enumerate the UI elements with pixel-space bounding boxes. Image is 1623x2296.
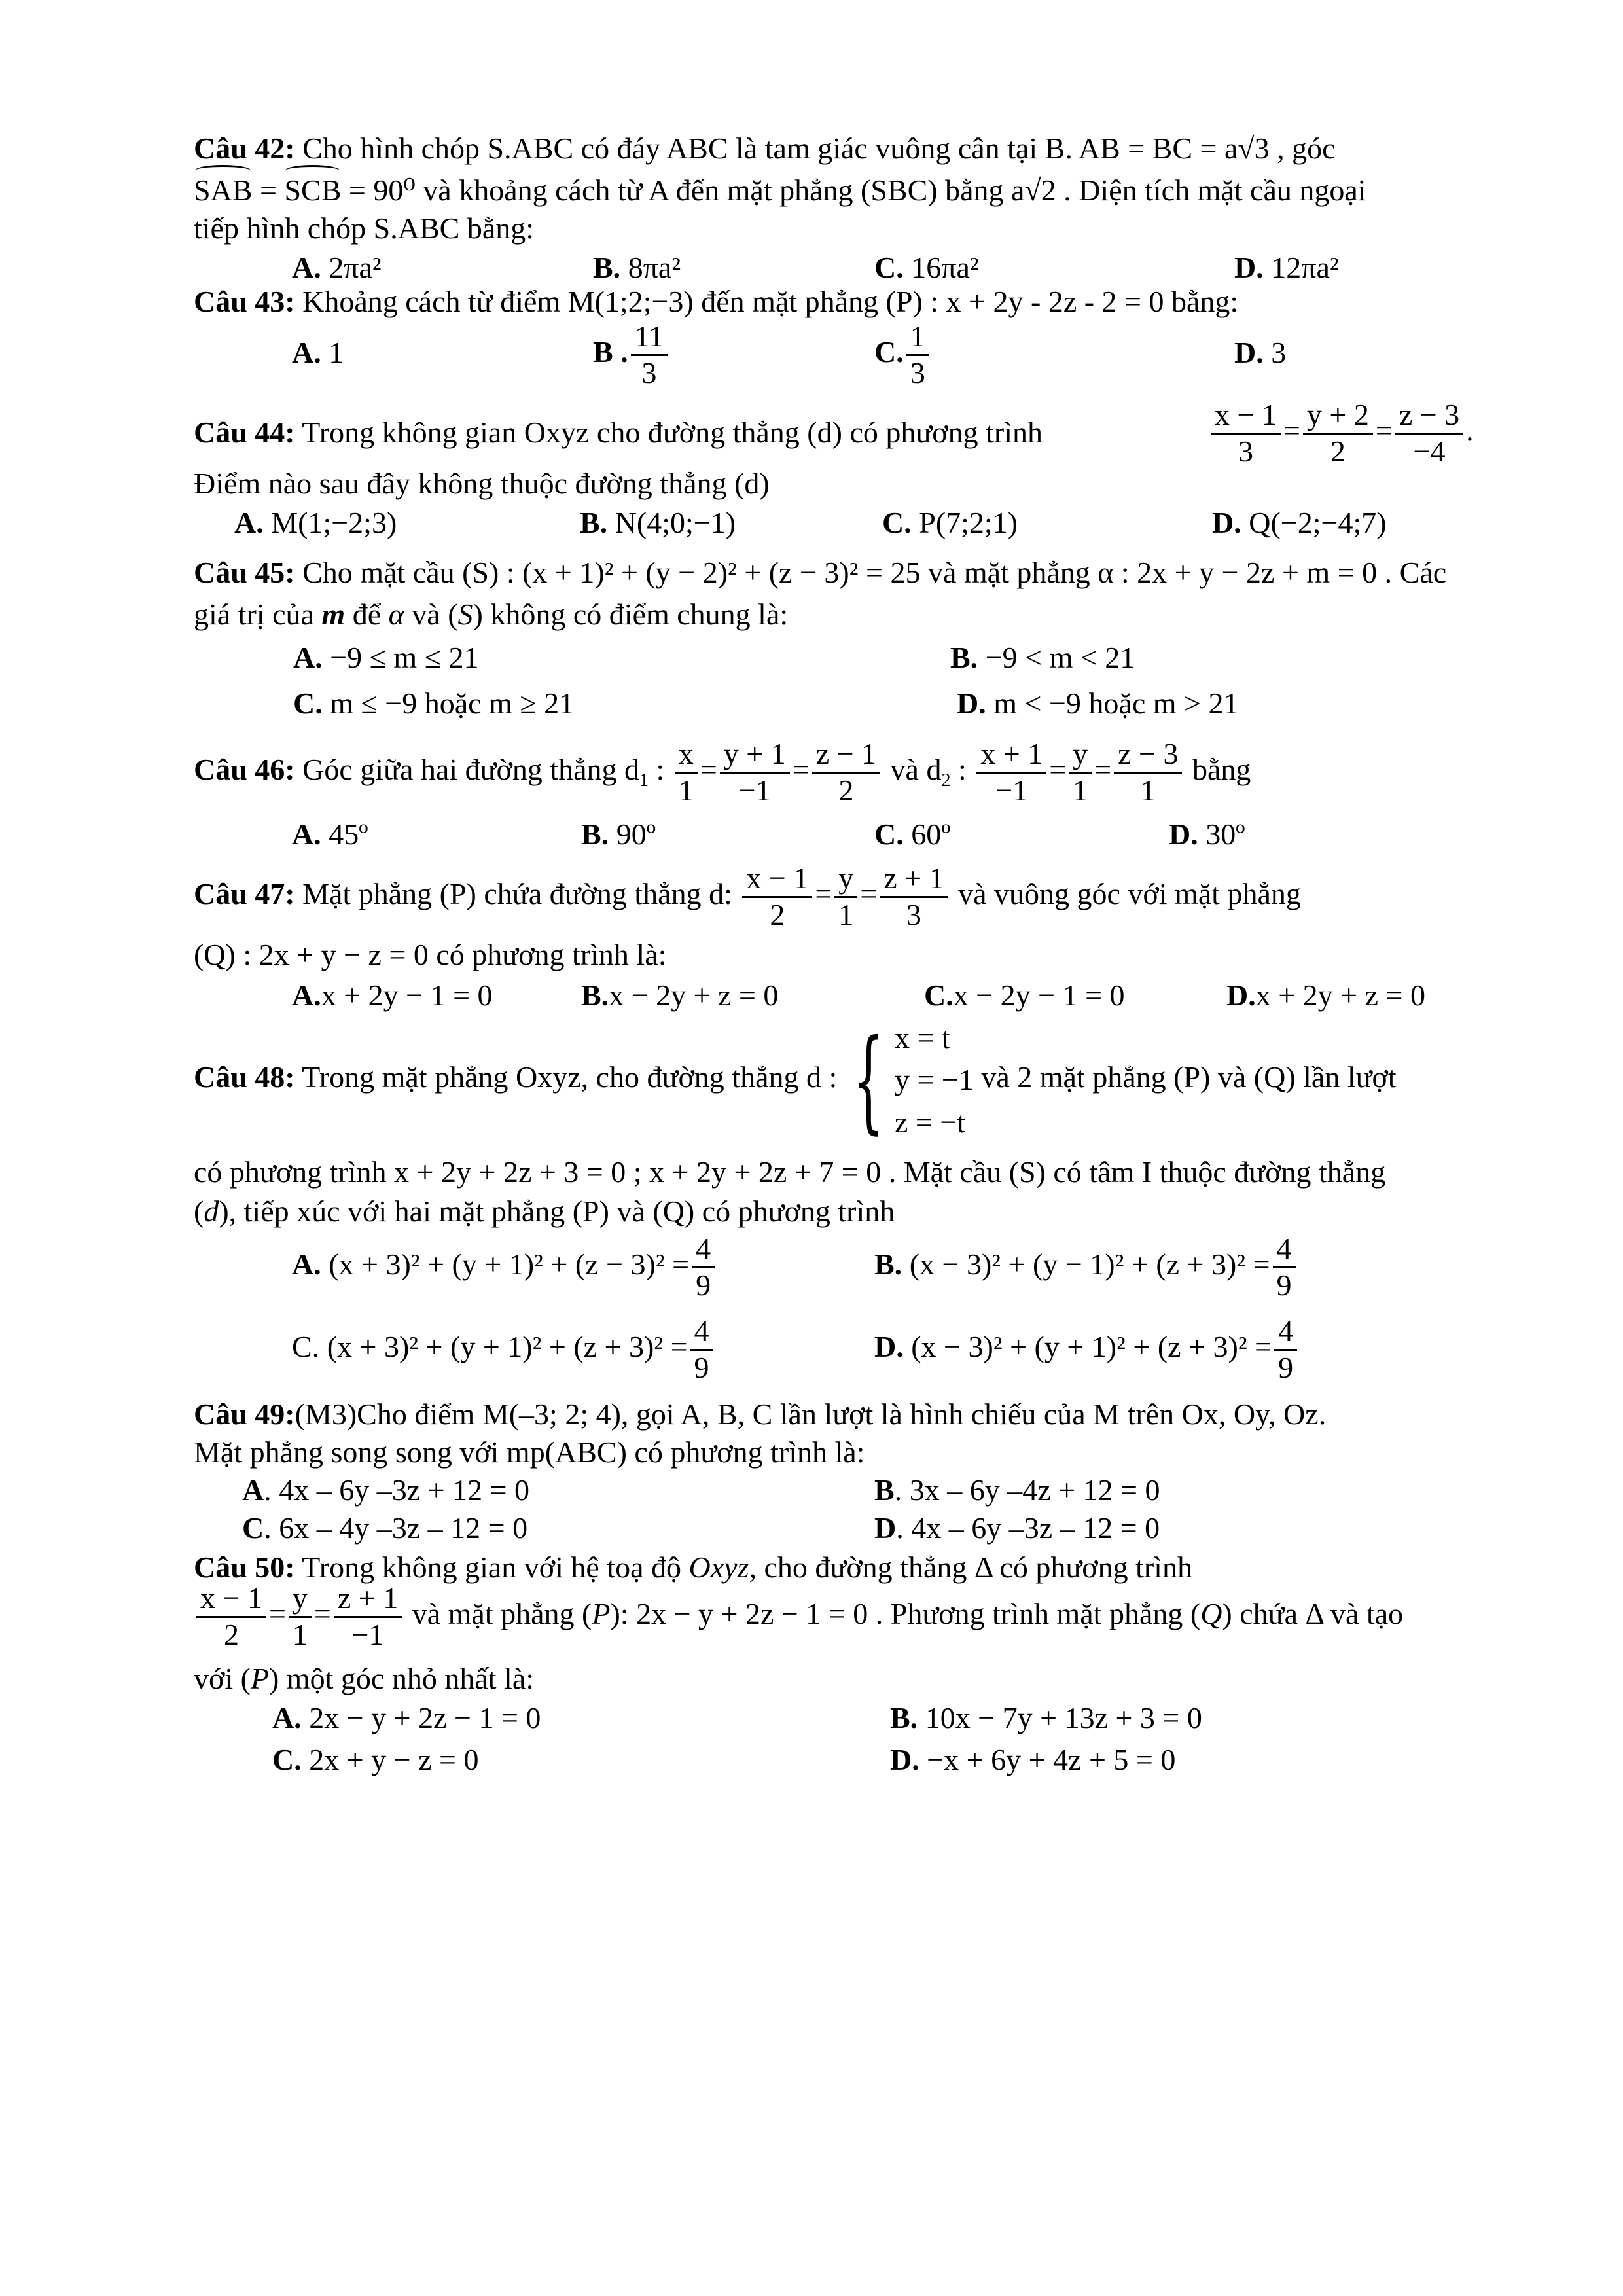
q46-colon1: :: [649, 752, 665, 786]
q43-option-a[interactable]: [292, 334, 344, 372]
q44-line2: Điểm nào sau đây không thuộc đường thẳng (d): [194, 467, 770, 500]
q50-text1a: Trong không gian với hệ toạ độ: [302, 1551, 689, 1584]
q46-option-b-text: 90º: [616, 817, 656, 851]
q50-option-b-key: B.: [890, 1701, 918, 1734]
q48-option-b-num: 4: [1273, 1232, 1296, 1268]
q47-eq1: =: [815, 876, 832, 910]
q50-fy: [289, 1581, 312, 1653]
q46-a-n2: y + 1: [720, 737, 790, 774]
q46-d1-fx: [675, 737, 698, 808]
q42-text2: = 90⁰ và khoảng cách từ A đến mặt phẳng (SBC) bằng a√2 . Diện tích mặt cầu ngoại: [348, 173, 1366, 207]
q47-d3: 3: [906, 897, 921, 931]
q42-option-a[interactable]: [292, 249, 382, 287]
q47-d1: 2: [770, 897, 785, 931]
q50-line3: [194, 1660, 534, 1698]
q43-option-c-num: 1: [906, 319, 929, 356]
q48-option-d[interactable]: [874, 1314, 1300, 1386]
q46-d2-fy: [1069, 737, 1092, 808]
q47-option-a-text: x + 2y − 1 = 0: [321, 978, 493, 1012]
q48-option-a-key: A.: [292, 1247, 321, 1281]
q43-option-b[interactable]: [593, 319, 670, 391]
q46-text1: Góc giữa hai đường thẳng d: [302, 752, 640, 786]
q50-eq2: =: [313, 1596, 331, 1630]
q48-sys-x: x = t: [894, 1021, 950, 1054]
q48-line1: [194, 1017, 1397, 1143]
q44-option-c-text: P(7;2;1): [919, 506, 1018, 539]
q44-option-a-text: M(1;−2;3): [271, 506, 397, 539]
q42-option-b[interactable]: [593, 249, 681, 287]
q48-option-d-text: (x − 3)² + (y + 1)² + (z + 3)² =: [911, 1329, 1272, 1363]
q46-eq1: =: [700, 752, 717, 786]
q48-option-a-fraction: [692, 1232, 715, 1303]
q46-option-a-text: 45º: [329, 817, 368, 851]
q48-text3b: ), tiếp xúc với hai mặt phẳng (P) và (Q) có phương trình: [219, 1194, 895, 1228]
q43-option-b-num: 11: [631, 319, 668, 356]
q42-label: Câu 42:: [194, 132, 295, 165]
q47-option-c-key: C.: [924, 978, 954, 1012]
q50-d3: −1: [351, 1617, 384, 1651]
q44-eq1: =: [1283, 413, 1300, 447]
q48-option-a-den: 9: [696, 1268, 711, 1302]
q49-line2: Mặt phẳng song song với mp(ABC) có phương trình là:: [194, 1435, 865, 1469]
q50-q: Q: [1200, 1596, 1222, 1630]
q43-option-b-den: 3: [641, 355, 657, 389]
q50-option-c[interactable]: [272, 1741, 478, 1779]
q50-option-c-key: C.: [272, 1743, 302, 1776]
q48-system-rows: [895, 1017, 974, 1143]
q50-oxyz: Oxyz: [688, 1551, 749, 1584]
q50-option-a[interactable]: [272, 1699, 541, 1737]
q44-option-a[interactable]: [234, 504, 397, 542]
q46-option-a-key: A.: [292, 817, 321, 851]
q44-option-d-key: D.: [1212, 506, 1241, 539]
q49-text: (M3)Cho điểm M(–3; 2; 4), gọi A, B, C lần lượt là hình chiếu của M trên Ox, Oy, Oz.: [294, 1397, 1327, 1431]
q49-label: Câu 49:: [194, 1397, 295, 1431]
q50-line1: [194, 1549, 1192, 1587]
q47-text2: và vuông góc với mặt phẳng: [958, 876, 1301, 910]
q46-d2-fx: [976, 737, 1046, 808]
q48-option-a-text: (x + 3)² + (y + 1)² + (z − 3)² =: [329, 1247, 690, 1281]
q50-option-b[interactable]: [890, 1699, 1202, 1737]
q44-f2-den: 2: [1330, 434, 1346, 468]
q46-a-d3: 2: [838, 773, 854, 807]
q43-option-c-key: C.: [874, 334, 904, 368]
q44-f1-num: x − 1: [1211, 398, 1281, 435]
q46-option-c-text: 60º: [911, 817, 951, 851]
q49-option-c[interactable]: [242, 1509, 527, 1547]
q48-option-c-den: 9: [694, 1350, 709, 1384]
q47-line2: (Q) : 2x + y − z = 0 có phương trình là:: [194, 938, 667, 971]
q46-option-d[interactable]: [1169, 816, 1245, 853]
q48-option-b-key: B.: [874, 1247, 902, 1281]
q46-sub1: 1: [639, 770, 649, 791]
q45-text: Cho mặt cầu (S) : (x + 1)² + (y − 2)² + (z − 3)² = 25 và mặt phẳng α : 2x + y − 2z + m = 0 . Các: [302, 556, 1447, 589]
q43-option-d-text: 3: [1271, 336, 1287, 369]
q46-option-a[interactable]: [292, 816, 368, 853]
q47-text1: Mặt phẳng (P) chứa đường thẳng d:: [302, 876, 732, 910]
q43-label: Câu 43:: [194, 285, 295, 318]
q44-fraction-z: [1395, 398, 1463, 469]
q44-label: Câu 44:: [194, 416, 295, 449]
q49-option-a-key: A: [242, 1473, 264, 1507]
q47-fx: [742, 861, 812, 933]
q46-eq4: =: [1094, 752, 1112, 786]
q46-option-d-text: 30º: [1205, 817, 1245, 851]
q42-line2: [194, 171, 1366, 209]
q42-line1: [194, 130, 1336, 168]
q49-option-a[interactable]: [242, 1471, 529, 1509]
q50-option-d[interactable]: [890, 1741, 1175, 1779]
q43-option-a-text: 1: [329, 336, 344, 369]
q44-f3-num: z − 3: [1395, 398, 1463, 435]
q47-option-b-key: B.: [581, 978, 609, 1012]
q45-text2c: và (: [404, 598, 458, 631]
q45-option-b[interactable]: [950, 639, 1135, 677]
q44-f2-num: y + 2: [1303, 398, 1373, 435]
q43-option-b-fraction: [631, 319, 668, 391]
q50-option-b-text: 10x − 7y + 13z + 3 = 0: [925, 1701, 1202, 1734]
q45-option-d[interactable]: [957, 685, 1238, 723]
q48-option-b[interactable]: [874, 1232, 1298, 1303]
q47-label: Câu 47:: [194, 876, 295, 910]
q44-f1-den: 3: [1238, 434, 1253, 468]
q47-option-a[interactable]: [292, 977, 493, 1014]
q42-option-d-key: D.: [1234, 251, 1264, 284]
q43-option-c-den: 3: [910, 355, 925, 389]
q46-b-n1: x + 1: [976, 737, 1046, 774]
q44-option-a-key: A.: [234, 506, 264, 539]
q50-text2b: ): 2x − y + 2z − 1 = 0 . Phương trình mặt phẳng (: [610, 1596, 1201, 1630]
q44-option-b-text: N(4;0;−1): [615, 506, 736, 539]
q47-option-c[interactable]: [924, 977, 1125, 1014]
q42-angle-scb: SCB: [284, 171, 341, 209]
q45-m: m: [321, 598, 346, 631]
q50-text3a: với (: [194, 1662, 251, 1695]
q46-d1-fy: [720, 737, 790, 808]
q43-option-d-key: D.: [1234, 336, 1264, 369]
q50-fz: [334, 1581, 402, 1653]
q46-eq2: =: [792, 752, 810, 786]
q43-text: Khoảng cách từ điểm M(1;2;−3) đến mặt phẳng (P) : x + 2y - 2z - 2 = 0 bằng:: [302, 285, 1239, 318]
q48-option-a[interactable]: [292, 1232, 717, 1303]
q43-option-b-key: B .: [593, 334, 628, 368]
q48-option-b-text: (x − 3)² + (y − 1)² + (z + 3)² =: [909, 1247, 1270, 1281]
q46-a-n3: z − 1: [812, 737, 880, 774]
q46-option-c-key: C.: [874, 817, 904, 851]
q46-b-d3: 1: [1140, 773, 1156, 807]
q50-text1b: , cho đường thẳng Δ có phương trình: [749, 1551, 1192, 1584]
q46-end: bằng: [1192, 752, 1251, 786]
q44-option-c-key: C.: [882, 506, 912, 539]
q48-line-system: [845, 1017, 974, 1143]
q44-dot: .: [1466, 413, 1474, 447]
q49-option-d-text: . 4x – 6y –3z – 12 = 0: [896, 1511, 1160, 1545]
q45-option-b-key: B.: [950, 641, 978, 674]
q45-option-c-key: C.: [293, 687, 323, 720]
q46-and: và d: [890, 752, 942, 786]
q42-option-d[interactable]: [1234, 249, 1339, 287]
q45-text2b: để: [345, 598, 389, 631]
q46-sub2: 2: [941, 770, 951, 791]
q50-n2: y: [289, 1581, 312, 1618]
q42-option-b-text: 8πa²: [628, 251, 681, 284]
q47-option-b-text: x − 2y + z = 0: [609, 978, 779, 1012]
q48-text2: và 2 mặt phẳng (P) và (Q) lần lượt: [981, 1060, 1397, 1094]
q48-text3a: (: [194, 1194, 204, 1228]
q50-d2: 1: [292, 1617, 308, 1651]
q44-fraction-y: [1303, 398, 1373, 469]
q45-alpha: α: [388, 598, 404, 631]
q48-option-c-text: (x + 3)² + (y + 1)² + (z + 3)² =: [327, 1329, 688, 1363]
q46-option-d-key: D.: [1169, 817, 1198, 851]
q49-line1: [194, 1395, 1326, 1433]
q49-option-a-text: . 4x – 6y –3z + 12 = 0: [264, 1473, 530, 1507]
q42-option-b-key: B.: [593, 251, 621, 284]
q48-option-c-key: C.: [292, 1329, 320, 1363]
q45-option-a[interactable]: [293, 639, 478, 677]
q47-option-c-text: x − 2y − 1 = 0: [953, 978, 1125, 1012]
q44-option-c[interactable]: [882, 504, 1018, 542]
q47-n3: z + 1: [880, 861, 948, 898]
q50-fx: [196, 1581, 266, 1653]
q43-line1: [194, 283, 1238, 321]
q45-text2a: giá trị của: [194, 598, 322, 631]
q48-sys-z: z = −t: [894, 1105, 966, 1139]
q47-fz: [880, 861, 948, 933]
q45-option-a-key: A.: [293, 641, 323, 674]
q46-label: Câu 46:: [194, 752, 295, 786]
q42-eq: =: [259, 173, 277, 207]
q48-option-d-num: 4: [1274, 1314, 1297, 1351]
q46-a-n1: x: [675, 737, 698, 774]
q48-line2: có phương trình x + 2y + 2z + 3 = 0 ; x + 2y + 2z + 7 = 0 . Mặt cầu (S) có tâm I thuộc đường thẳng: [194, 1155, 1386, 1189]
q48-option-d-den: 9: [1278, 1350, 1294, 1384]
q46-option-c[interactable]: [874, 816, 951, 853]
q46-d2-fz: [1114, 737, 1182, 808]
q45-option-d-text: m < −9 hoặc m > 21: [993, 687, 1239, 720]
q45-line1: [194, 554, 1446, 592]
q42-text: Cho hình chóp S.ABC có đáy ABC là tam giác vuông cân tại B. AB = BC = a√3 , góc: [302, 132, 1336, 165]
q49-option-d-key: D: [874, 1511, 897, 1545]
q44-f3-den: −4: [1413, 434, 1446, 468]
q44-option-d[interactable]: [1212, 504, 1387, 542]
q48-option-b-fraction: [1273, 1232, 1296, 1303]
q47-n1: x − 1: [742, 861, 812, 898]
q46-a-d2: −1: [738, 773, 771, 807]
q48-option-c-fraction: [690, 1314, 713, 1386]
q47-n2: y: [834, 861, 857, 898]
q48-text1: Trong mặt phẳng Oxyz, cho đường thẳng d :: [302, 1060, 838, 1094]
q44-option-b[interactable]: [580, 504, 736, 542]
q42-option-a-text: 2πa²: [329, 251, 382, 284]
q44-line1: [194, 414, 1043, 452]
q42-option-c-key: C.: [874, 251, 904, 284]
q48-option-c-num: 4: [690, 1314, 713, 1351]
q47-option-d[interactable]: [1226, 977, 1425, 1014]
q48-line3: [194, 1193, 895, 1230]
q49-option-b-text: . 3x – 6y –4z + 12 = 0: [894, 1473, 1160, 1507]
q45-option-a-text: −9 ≤ m ≤ 21: [330, 641, 479, 674]
q50-p: P: [592, 1596, 611, 1630]
q44-option-b-key: B.: [580, 506, 608, 539]
q50-text3b: ) một góc nhỏ nhất là:: [269, 1662, 535, 1695]
q42-option-d-text: 12πa²: [1271, 251, 1339, 284]
q42-option-a-key: A.: [292, 251, 321, 284]
q45-label: Câu 45:: [194, 556, 295, 589]
q50-d1: 2: [223, 1617, 239, 1651]
q45-option-b-text: −9 < m < 21: [985, 641, 1135, 674]
q50-p2: P: [250, 1662, 270, 1695]
q46-line1: [194, 737, 1251, 808]
q48-brace: {: [852, 1015, 885, 1145]
q49-option-c-key: C: [242, 1511, 264, 1545]
q43-option-c[interactable]: [874, 319, 932, 391]
q44-text: Trong không gian Oxyz cho đường thẳng (d) có phương trình: [302, 416, 1043, 449]
q47-option-a-key: A.: [292, 978, 321, 1012]
q50-eq1: =: [268, 1596, 286, 1630]
q46-b-d1: −1: [995, 773, 1028, 807]
q49-option-d[interactable]: [874, 1509, 1160, 1547]
q49-option-b-key: B: [874, 1473, 895, 1507]
q50-option-a-text: 2x − y + 2z − 1 = 0: [309, 1701, 541, 1734]
q45-option-d-key: D.: [957, 687, 986, 720]
q42-line3: tiếp hình chóp S.ABC bằng:: [194, 211, 535, 245]
q47-option-b[interactable]: [581, 977, 778, 1014]
q50-n3: z + 1: [334, 1581, 402, 1618]
q43-option-d[interactable]: [1234, 334, 1286, 372]
q47-option-d-text: x + 2y + z = 0: [1255, 978, 1425, 1012]
q50-text2c: ) chứa Δ và tạo: [1222, 1596, 1404, 1630]
q49-option-c-text: . 6x – 4y –3z – 12 = 0: [264, 1511, 528, 1545]
q42-angle-sab: SAB: [194, 171, 252, 209]
q50-text2a: và mặt phẳng (: [404, 1596, 592, 1630]
q44-option-d-text: Q(−2;−4;7): [1249, 506, 1387, 539]
q49-option-b[interactable]: [874, 1471, 1160, 1509]
q48-sys-y: y = −1: [894, 1063, 974, 1097]
q48-option-b-den: 9: [1276, 1268, 1292, 1302]
q48-option-d-fraction: [1274, 1314, 1297, 1386]
q50-option-d-text: −x + 6y + 4z + 5 = 0: [927, 1743, 1176, 1776]
q45-s: S: [457, 598, 473, 631]
q46-eq3: =: [1049, 752, 1067, 786]
q42-option-c-text: 16πa²: [911, 251, 979, 284]
q50-option-c-text: 2x + y − z = 0: [309, 1743, 479, 1776]
q44-equation: [1208, 398, 1474, 469]
q47-d2: 1: [838, 897, 854, 931]
q50-option-a-key: A.: [272, 1701, 302, 1734]
q47-line1: [194, 861, 1301, 933]
q48-option-a-num: 4: [692, 1232, 715, 1268]
q46-option-b[interactable]: [581, 816, 656, 853]
q44-fraction-x: [1211, 398, 1281, 469]
q47-fy: [834, 861, 857, 933]
q46-a-d1: 1: [678, 773, 694, 807]
q46-option-b-key: B.: [581, 817, 609, 851]
q50-n1: x − 1: [196, 1581, 266, 1618]
q46-b-d2: 1: [1073, 773, 1088, 807]
q45-option-c-text: m ≤ −9 hoặc m ≥ 21: [330, 687, 575, 720]
q48-option-c[interactable]: [292, 1314, 716, 1386]
q46-b-n3: z − 3: [1114, 737, 1182, 774]
q46-b-n2: y: [1069, 737, 1092, 774]
q42-option-c[interactable]: [874, 249, 979, 287]
q44-eq2: =: [1375, 413, 1393, 447]
q45-line2: [194, 596, 788, 634]
q47-eq2: =: [860, 876, 878, 910]
q50-label: Câu 50:: [194, 1551, 295, 1584]
q50-option-d-key: D.: [890, 1743, 919, 1776]
q45-text2d: ) không có điểm chung là:: [473, 598, 789, 631]
q48-option-d-key: D.: [874, 1329, 904, 1363]
q48-d: d: [204, 1194, 219, 1228]
q47-option-d-key: D.: [1226, 978, 1256, 1012]
q50-line2: [194, 1581, 1403, 1653]
q43-option-a-key: A.: [292, 336, 321, 369]
q45-option-c[interactable]: [293, 685, 574, 723]
q48-label: Câu 48:: [194, 1060, 295, 1094]
q46-colon2: :: [950, 752, 967, 786]
q46-d1-fz: [812, 737, 880, 808]
q43-option-c-fraction: [906, 319, 929, 391]
